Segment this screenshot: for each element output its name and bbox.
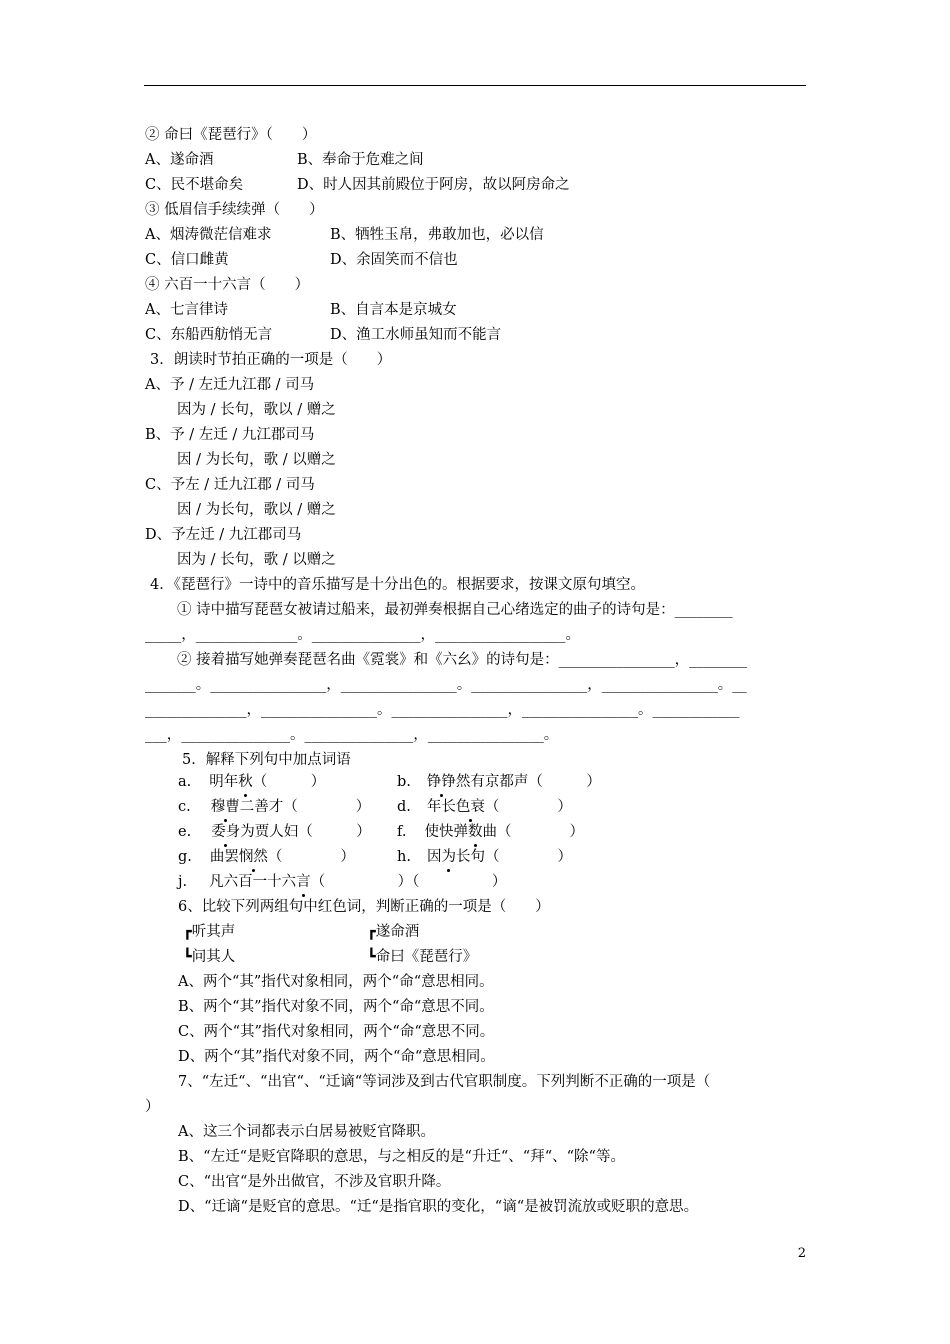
- q3-option-c-line1: C、予左 / 迁九江郡 / 司马: [145, 477, 315, 493]
- q4-sub1-line2: _____，______________。_______________，__________________。: [145, 627, 580, 643]
- q3-option-c-line2: 因 / 为长句，歌以 / 赠之: [177, 502, 336, 518]
- q5-j-label: j.: [178, 874, 188, 890]
- q5-h-answer-blank[interactable]: （ ）: [484, 849, 572, 865]
- q5-c-dotted-word: 穆曹: [210, 799, 240, 815]
- bracket-bottom-icon: ┗: [367, 949, 376, 965]
- q5-item-f: [397, 822, 584, 842]
- q2-2-stem: ② 命曰《琵琶行》（ ）: [145, 127, 317, 143]
- q7-option-a: A、这三个词都表示白居易被贬官降职。: [178, 1124, 435, 1140]
- q5-h-dotted-word: 为: [441, 849, 456, 865]
- q2-3-option-b: B、牺牲玉帛，弗敢加也，必以信: [330, 227, 544, 243]
- q5-stem: 5．解释下列句中加点词语: [182, 752, 351, 768]
- q3-option-a-line1: A、予 / 左迁九江郡 / 司马: [145, 377, 315, 393]
- q6-option-d: D、两个“其”指代对象不同，两个“命“意思相同。: [178, 1049, 495, 1065]
- q5-d-answer-blank[interactable]: （ ）: [484, 799, 572, 815]
- q2-2-option-d: D、时人因其前殿位于阿房，故以阿房命之: [297, 177, 570, 193]
- q7-option-d: D、“迁谪“是贬官的意思。“迁“是指官职的变化，“谪“是被罚流放或贬职的意思。: [178, 1199, 699, 1215]
- q5-f-pre: 使快弹: [424, 824, 468, 840]
- q3-option-d-line1: D、予左迁 / 九江郡司马: [145, 527, 302, 543]
- q2-3-stem: ③ 低眉信手续续弹（ ）: [145, 202, 324, 218]
- q5-a-pre: 明年: [209, 774, 239, 790]
- q3-option-b-line2: 因 / 为长句，歌 / 以赠之: [177, 452, 336, 468]
- bracket-top-icon: ┏: [367, 924, 376, 940]
- q6-group1-sentence-a: 听其声: [191, 924, 236, 940]
- q2-3-option-c: C、信口雌黄: [145, 252, 229, 268]
- q4-sub2-line1: ② 接着描写她弹奏琵琶名曲《霓裳》和《六幺》的诗句是：________________，________: [177, 652, 748, 668]
- q5-h-pre: 因: [426, 849, 442, 865]
- q6-group2-sentence-a: 遂命酒: [375, 924, 420, 940]
- q2-4-option-a: A、七言律诗: [145, 302, 228, 318]
- q5-j-pre: 凡六百一十六: [209, 874, 297, 890]
- q7-option-b: B、“左迁“是贬官降职的意思，与之相反的是“升迁“、“拜“、“除“等。: [178, 1149, 625, 1165]
- q5-g-pre: 曲罢: [209, 849, 239, 865]
- bracket-top-icon: ┏: [183, 924, 192, 940]
- q6-group1-sentence-b: 问其人: [191, 949, 236, 965]
- q5-j-answer-blank[interactable]: （ ）（ ）: [310, 874, 507, 890]
- q7-stem-line2: ）: [145, 1099, 160, 1115]
- q7-option-c: C、“出官“是外出做官，不涉及官职升降。: [178, 1174, 451, 1190]
- q6-group2-top: [367, 922, 419, 942]
- q6-group2-bottom: [367, 947, 477, 967]
- q4-stem: 4．《琵琶行》一诗中的音乐描写是十分出色的。根据要求，按课文原句填空。: [150, 577, 645, 593]
- q6-option-c: C、两个“其”指代对象相同，两个“命“意思不同。: [178, 1024, 495, 1040]
- q5-item-e: [178, 822, 371, 842]
- q5-d-dotted-word: 色衰: [455, 799, 485, 815]
- q5-item-h: [397, 847, 572, 867]
- q5-e-dotted-word: 委身: [211, 824, 241, 840]
- q5-e-post: 为贾人妇: [240, 824, 299, 840]
- q5-a-answer-blank[interactable]: （ ）: [252, 774, 326, 790]
- q5-f-answer-blank[interactable]: （ ）: [496, 824, 584, 840]
- q5-item-g: [178, 847, 355, 867]
- q5-a-dotted-word: 秋: [238, 774, 253, 790]
- q5-c-label: c.: [178, 799, 191, 815]
- q6-group2-sentence-b: 命曰《琵琶行》: [375, 949, 478, 965]
- q5-b-answer-blank[interactable]: （ ）: [528, 774, 601, 790]
- q3-option-d-line2: 因为 / 长句，歌 / 以赠之: [177, 552, 336, 568]
- q6-option-b: B、两个“其”指代对象不同，两个“命“意思不同。: [178, 999, 494, 1015]
- q4-sub2-line4: ___，_______________。_______________，________________。: [145, 727, 559, 743]
- q5-item-a: [178, 772, 325, 792]
- q5-f-post: 曲: [482, 824, 497, 840]
- q2-2-option-a: A、遂命酒: [145, 152, 214, 168]
- page-number: 2: [797, 1246, 806, 1261]
- q6-group1-top: [183, 922, 235, 942]
- q2-4-option-d: D、渔工水师虽知而不能言: [330, 327, 502, 343]
- q5-d-label: d.: [397, 799, 411, 815]
- q3-option-a-line2: 因为 / 长句，歌以 / 赠之: [177, 402, 336, 418]
- q5-c-answer-blank[interactable]: （ ）: [283, 799, 371, 815]
- q5-item-j: [178, 872, 506, 892]
- q5-g-label: g.: [178, 849, 192, 865]
- q5-a-label: a.: [178, 774, 192, 790]
- q2-4-stem: ④ 六百一十六言（ ）: [145, 277, 310, 293]
- q2-3-option-a: A、烟涛微茫信难求: [145, 227, 272, 243]
- q3-stem: 3．朗读时节拍正确的一项是（ ）: [150, 352, 392, 368]
- q5-b-post: 然有京都声: [455, 774, 529, 790]
- q7-stem-line1: 7、“左迁“、“出官“、“迁谪“等词涉及到古代官职制度。下列判断不正确的一项是（: [178, 1074, 711, 1090]
- q5-c-post: 二善才: [239, 799, 284, 815]
- q2-4-option-c: C、东船西舫悄无言: [145, 327, 273, 343]
- q5-b-label: b.: [397, 774, 411, 790]
- q5-g-answer-blank[interactable]: （ ）: [267, 849, 355, 865]
- q3-option-b-line1: B、予 / 左迁 / 九江郡司马: [145, 427, 315, 443]
- q5-j-dotted-word: 言: [296, 874, 311, 890]
- q5-f-dotted-word: 数: [467, 824, 483, 840]
- q2-2-option-c: C、民不堪命矣: [145, 177, 244, 193]
- header-rule: [144, 85, 806, 86]
- q5-h-post: 长句: [455, 849, 485, 865]
- q5-item-c: [178, 797, 370, 817]
- q5-f-label: f.: [397, 824, 407, 840]
- q2-2-option-b: B、奉命于危难之间: [297, 152, 424, 168]
- q5-e-label: e.: [178, 824, 192, 840]
- q4-sub2-line3: ______________，________________。________________，________________。____________: [145, 702, 740, 718]
- q5-b-dotted-word: 铮铮: [426, 774, 456, 790]
- q5-h-label: h.: [397, 849, 411, 865]
- q5-d-pre: 年长: [426, 799, 456, 815]
- q6-option-a: A、两个“其”指代对象相同，两个“命“意思相同。: [178, 974, 494, 990]
- q5-item-d: [397, 797, 572, 817]
- q4-sub2-line2: _______。________________，________________。________________，________________。__: [145, 677, 747, 693]
- q2-3-option-d: D、余固笑而不信也: [330, 252, 458, 268]
- q5-g-dotted-word: 悯然: [238, 849, 268, 865]
- q5-e-answer-blank[interactable]: （ ）: [298, 824, 371, 840]
- q6-stem: 6、比较下列两组句中红色词，判断正确的一项是（ ）: [178, 899, 550, 915]
- q5-item-b: [397, 772, 601, 792]
- q4-sub1-line1: ① 诗中描写琵琶女被请过船来，最初弹奏根据自己心绪选定的曲子的诗句是：________: [177, 602, 733, 618]
- q6-group1-bottom: [183, 947, 235, 967]
- bracket-bottom-icon: ┗: [183, 949, 192, 965]
- q2-4-option-b: B、自言本是京城女: [330, 302, 457, 318]
